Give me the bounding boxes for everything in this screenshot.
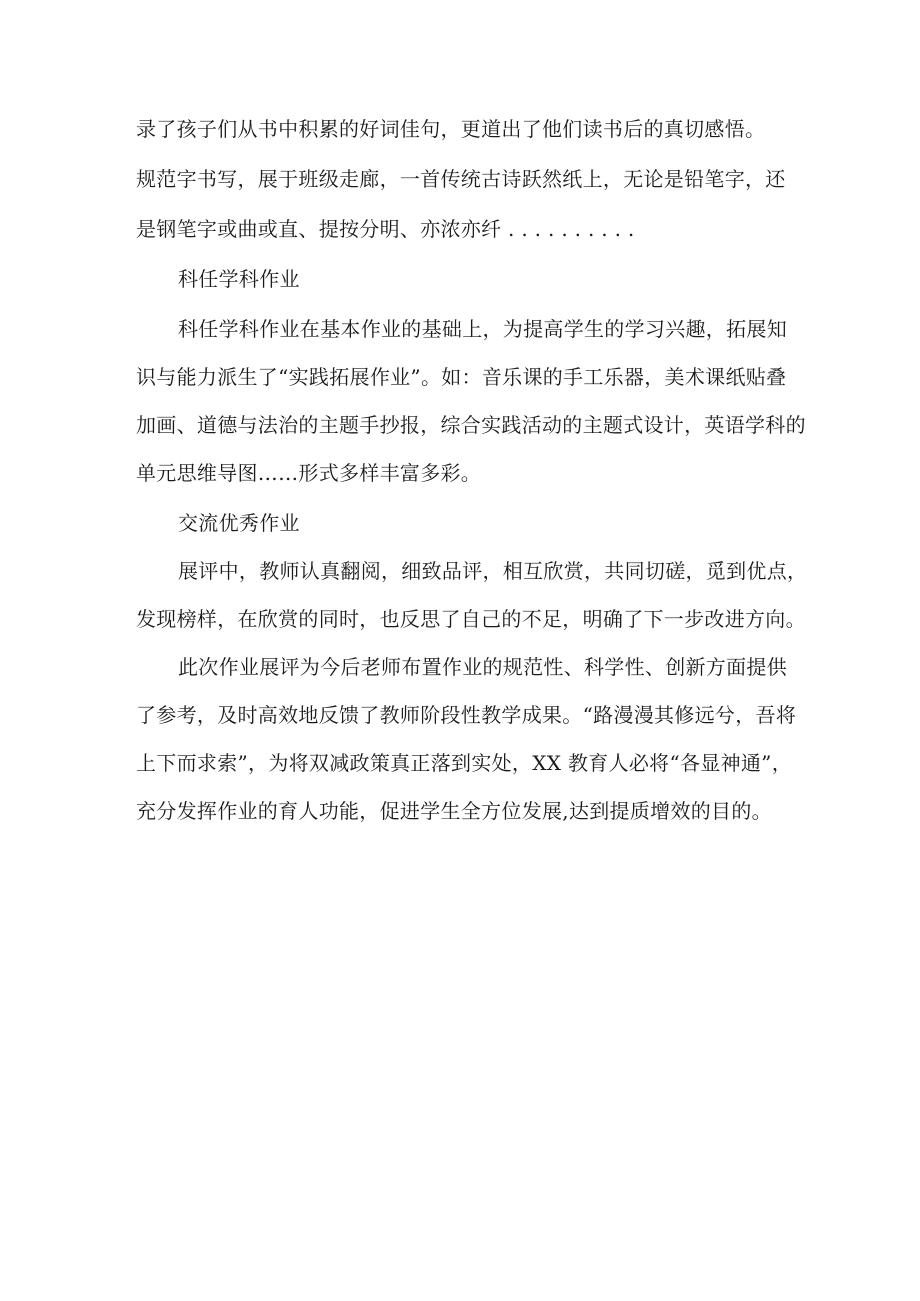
paragraph-line-handwriting-display: 规范字书写，展于班级走廊，一首传统古诗跃然纸上，无论是铅笔字，还	[136, 167, 786, 191]
paragraph-line-handwriting-styles: 是钢笔字或曲或直、提按分明、亦浓亦纤 . . . . . . . . . .	[136, 217, 635, 241]
paragraph-line-reflection: 发现榜样，在欣赏的同时，也反思了自己的不足，明确了下一步改进方向。	[136, 607, 806, 631]
paragraph-line-continued-reading-notes: 录了孩子们从书中积累的好词佳句，更道出了他们读书后的真切感悟。	[136, 117, 766, 141]
paragraph-line-subject-homework-intro: 科任学科作业在基本作业的基础上，为提高学生的学习兴趣，拓展知	[178, 317, 787, 341]
paragraph-line-mind-maps: 单元思维导图……形式多样丰富多彩。	[136, 461, 482, 485]
paragraph-line-homework-examples: 加画、道德与法治的主题手抄报，综合实践活动的主题式设计，英语学科的	[136, 413, 806, 437]
paragraph-line-conclusion-start: 此次作业展评为今后老师布置作业的规范性、科学性、创新方面提供	[178, 655, 787, 679]
paragraph-line-double-reduction: 上下而求索”，为将双减政策真正落到实处，XX 教育人必将“各显神通”，	[136, 751, 793, 775]
paragraph-line-practice-homework: 识与能力派生了“实践拓展作业”。如：音乐课的手工乐器，美术课纸贴叠	[136, 365, 787, 389]
section-heading-subject-homework: 科任学科作业	[178, 267, 300, 291]
paragraph-line-conclusion-end: 充分发挥作业的育人功能，促进学生全方位发展,达到提质增效的目的。	[136, 799, 772, 823]
paragraph-line-conclusion-quote: 了参考，及时高效地反馈了教师阶段性教学成果。“路漫漫其修远兮，吾将	[136, 703, 797, 727]
section-heading-exchange-homework: 交流优秀作业	[178, 511, 300, 535]
paragraph-line-review-process: 展评中，教师认真翻阅，细致品评，相互欣赏，共同切磋，觅到优点，	[178, 559, 808, 583]
